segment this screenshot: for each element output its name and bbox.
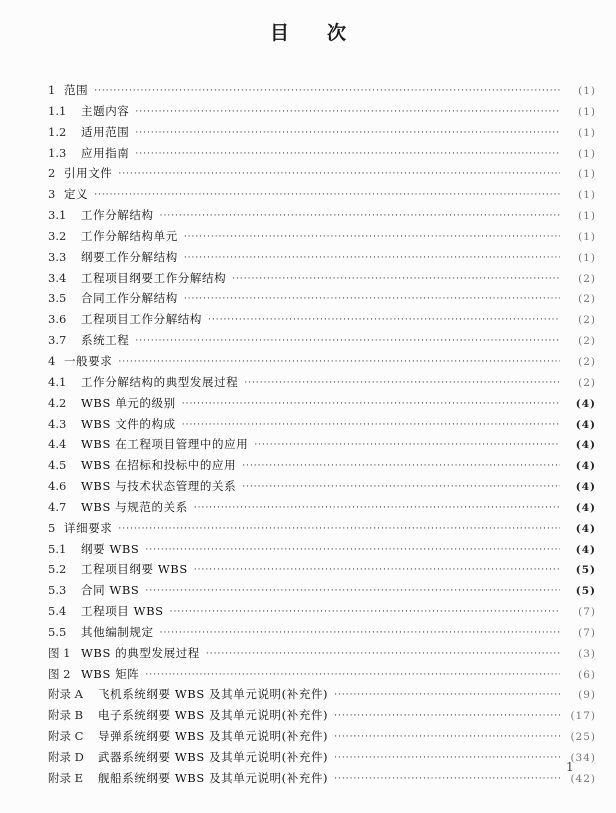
toc-entry-title: 工作分解结构 xyxy=(81,208,154,223)
toc-entry-page: (7) xyxy=(578,606,596,619)
dot-leader xyxy=(334,769,560,790)
toc-entry-title: 合同工作分解结构 xyxy=(81,291,178,306)
dot-leader xyxy=(182,394,560,415)
dot-leader xyxy=(334,706,560,727)
toc-entry-number: 1.2 xyxy=(48,124,67,139)
dot-leader xyxy=(145,540,560,561)
toc-entry-number: 附录 D xyxy=(48,750,84,764)
toc-entry-number: 3.1 xyxy=(48,208,67,223)
toc-entry-title: 电子系统纲要 WBS 及其单元说明(补充件) xyxy=(98,708,329,723)
toc-entry-title: 工程项目纲要工作分解结构 xyxy=(81,270,227,285)
toc-entry-title: WBS 矩阵 xyxy=(81,666,140,681)
dot-leader xyxy=(135,102,560,123)
toc-entry[interactable] xyxy=(48,726,596,747)
toc-entry-title: 纲要工作分解结构 xyxy=(81,249,178,264)
toc-entry-page: (4) xyxy=(575,418,596,431)
toc-entry-number: 5.5 xyxy=(48,624,67,639)
toc-entry-page: (1) xyxy=(578,251,596,264)
dot-leader xyxy=(118,352,560,373)
dot-leader xyxy=(170,602,560,623)
toc-entry-title: WBS 在招标和投标中的应用 xyxy=(81,458,237,473)
toc-entry-page: (9) xyxy=(578,689,596,702)
toc-entry-number: 4.7 xyxy=(48,499,67,514)
dot-leader xyxy=(184,227,560,248)
toc-entry-page: (2) xyxy=(578,272,596,285)
toc-entry[interactable] xyxy=(48,497,596,518)
toc-entry[interactable] xyxy=(48,601,596,622)
toc-entry-page: (5) xyxy=(575,585,596,598)
toc-entry-page: (4) xyxy=(575,439,596,452)
toc-entry-page: (5) xyxy=(575,564,596,577)
toc-entry-page: (1) xyxy=(578,189,596,202)
toc-entry-number: 5.4 xyxy=(48,604,67,619)
dot-leader xyxy=(118,519,560,540)
toc-entry-number: 4.6 xyxy=(48,479,67,494)
page-number: 1 xyxy=(566,760,574,774)
toc-entry[interactable] xyxy=(48,559,596,580)
toc-entry-page: (1) xyxy=(578,210,596,223)
toc-entry-title: 一般要求 xyxy=(64,353,113,368)
toc-entry-title: 其他编制规定 xyxy=(81,624,154,639)
toc-entry[interactable] xyxy=(48,247,596,268)
toc-entry-title: 工程项目工作分解结构 xyxy=(81,312,202,327)
toc-entry-title: 工程项目纲要 WBS xyxy=(81,562,188,577)
toc-entry-title: 纲要 WBS xyxy=(81,541,140,556)
toc-entry[interactable] xyxy=(48,705,596,726)
toc-entry-page: (42) xyxy=(570,772,596,785)
dot-leader xyxy=(242,477,560,498)
toc-entry[interactable] xyxy=(48,351,596,372)
toc-entry[interactable] xyxy=(48,434,596,455)
toc-entry-title: WBS 的典型发展过程 xyxy=(81,645,200,660)
toc-entry[interactable] xyxy=(48,122,596,143)
dot-leader xyxy=(135,331,560,352)
toc-entry[interactable] xyxy=(48,476,596,497)
toc-entry[interactable] xyxy=(48,455,596,476)
toc-entry[interactable] xyxy=(48,184,596,205)
toc-entry-number: 附录 B xyxy=(48,708,84,723)
toc-entry-number: 4 xyxy=(48,353,56,368)
toc-entry-title: 工作分解结构的典型发展过程 xyxy=(81,374,239,389)
dot-leader xyxy=(160,623,560,644)
dot-leader xyxy=(334,685,560,706)
toc-entry-page: (4) xyxy=(575,397,596,410)
toc-entry[interactable] xyxy=(48,414,596,435)
dot-leader xyxy=(135,144,560,165)
toc-entry-number: 图 2 xyxy=(48,666,71,681)
toc-entry[interactable] xyxy=(48,205,596,226)
toc-entry-number: 附录 E xyxy=(48,770,84,785)
toc-entry[interactable] xyxy=(48,664,596,685)
toc-entry[interactable] xyxy=(48,288,596,309)
dot-leader xyxy=(94,81,560,102)
dot-leader xyxy=(145,581,560,602)
toc-entry[interactable] xyxy=(48,684,596,705)
toc-entry-page: (4) xyxy=(575,481,596,494)
toc-entry-number: 3.2 xyxy=(48,228,67,243)
toc-entry-number: 1.1 xyxy=(48,103,67,118)
toc-entry[interactable] xyxy=(48,101,596,122)
toc-entry[interactable] xyxy=(48,372,596,393)
toc-entry[interactable] xyxy=(48,268,596,289)
toc-entry-title: 主题内容 xyxy=(81,103,130,118)
toc-entry-title: 引用文件 xyxy=(64,166,113,181)
toc-entry-page: (1) xyxy=(578,230,596,243)
toc-entry-number: 3.3 xyxy=(48,249,67,264)
toc-entry[interactable] xyxy=(48,643,596,664)
toc-entry-title: 工作分解结构单元 xyxy=(81,228,178,243)
page-title-char-1: 目 xyxy=(269,22,289,44)
toc-entry-number: 5 xyxy=(48,520,56,535)
toc-entry[interactable] xyxy=(48,393,596,414)
toc-entry-title: WBS 在工程项目管理中的应用 xyxy=(81,437,249,452)
toc-entry-page: (4) xyxy=(575,501,596,514)
toc-entry-page: (4) xyxy=(575,522,596,535)
toc-entry-title: WBS 与技术状态管理的关系 xyxy=(81,479,237,494)
toc-entry-number: 5.1 xyxy=(48,541,67,556)
toc-entry-number: 1 xyxy=(48,83,56,97)
toc-entry-page: (4) xyxy=(575,460,596,473)
toc-entry-page: (4) xyxy=(575,543,596,556)
toc-entry-number: 3.6 xyxy=(48,312,67,327)
toc-entry-number: 3.5 xyxy=(48,291,67,306)
toc-entry[interactable] xyxy=(48,309,596,330)
toc-entry-page: (2) xyxy=(578,335,596,348)
toc-entry-title: 适用范围 xyxy=(81,124,130,139)
toc-entry-number: 2 xyxy=(48,166,56,181)
toc-entry-title: 应用指南 xyxy=(81,145,130,160)
toc-entry-number: 3.7 xyxy=(48,333,67,348)
toc-entry-title: 合同 WBS xyxy=(81,583,140,598)
toc-entry-number: 5.2 xyxy=(48,562,67,577)
dot-leader xyxy=(242,456,560,477)
toc-entry-title: 定义 xyxy=(64,187,89,202)
toc-entry-title: 飞机系统纲要 WBS 及其单元说明(补充件) xyxy=(98,687,329,702)
toc-entry[interactable] xyxy=(48,226,596,247)
toc-entry[interactable] xyxy=(48,768,596,789)
dot-leader xyxy=(206,644,560,665)
toc-entry-title: 系统工程 xyxy=(81,333,130,348)
toc-entry-number: 图 1 xyxy=(48,645,71,660)
toc-entry-page: (17) xyxy=(570,710,596,723)
toc-entry-title: WBS 与规范的关系 xyxy=(81,499,188,514)
dot-leader xyxy=(208,310,560,331)
toc-entry-title: 武器系统纲要 WBS 及其单元说明(补充件) xyxy=(98,750,329,764)
toc-entry[interactable] xyxy=(48,163,596,184)
toc-entry-title: 舰船系统纲要 WBS 及其单元说明(补充件) xyxy=(98,770,329,785)
toc-entry-page: (25) xyxy=(570,731,596,744)
dot-leader xyxy=(244,373,560,394)
toc-entry[interactable] xyxy=(48,143,596,164)
dot-leader xyxy=(118,164,560,185)
toc-entry-number: 4.5 xyxy=(48,458,67,473)
toc-entry-number: 附录 A xyxy=(48,687,83,702)
dot-leader xyxy=(182,415,560,436)
toc-entry-page: (1) xyxy=(578,105,596,118)
toc-entry-number: 4.2 xyxy=(48,395,67,410)
toc-entry-number: 5.3 xyxy=(48,583,67,598)
toc-entry[interactable] xyxy=(48,580,596,601)
toc-entry-page: (1) xyxy=(578,147,596,160)
toc-entry-page: (1) xyxy=(578,85,596,97)
toc-entry-title: 导弹系统纲要 WBS 及其单元说明(补充件) xyxy=(98,729,329,744)
toc-entry-number: 4.3 xyxy=(48,416,67,431)
toc-entry-title: WBS 单元的级别 xyxy=(81,395,176,410)
dot-leader xyxy=(184,289,560,310)
toc-entry-page: (1) xyxy=(578,126,596,139)
dot-leader xyxy=(94,185,560,206)
dot-leader xyxy=(194,498,560,519)
toc-entry-page: (2) xyxy=(578,355,596,368)
dot-leader xyxy=(334,727,560,748)
toc-entry-number: 1.3 xyxy=(48,145,67,160)
toc-entry[interactable] xyxy=(48,80,596,101)
toc-entry-title: WBS 文件的构成 xyxy=(81,416,176,431)
toc-entry-number: 3 xyxy=(48,187,56,202)
toc-entry-title: 工程项目 WBS xyxy=(81,604,164,619)
dot-leader xyxy=(135,123,560,144)
dot-leader xyxy=(194,560,560,581)
dot-leader xyxy=(160,206,560,227)
toc-entry[interactable] xyxy=(48,330,596,351)
toc-entry-page: (3) xyxy=(578,647,596,660)
dot-leader xyxy=(334,748,560,769)
toc-entry-number: 附录 C xyxy=(48,729,84,744)
dot-leader xyxy=(184,248,560,269)
toc-entry[interactable] xyxy=(48,622,596,643)
toc-entry-number: 4.4 xyxy=(48,437,67,452)
toc-entry-page: (2) xyxy=(578,376,596,389)
dot-leader xyxy=(145,665,560,686)
toc-entry-page: (2) xyxy=(578,314,596,327)
table-of-contents xyxy=(48,80,596,789)
dot-leader xyxy=(254,435,560,456)
toc-entry[interactable] xyxy=(48,747,596,768)
toc-entry-title: 详细要求 xyxy=(64,520,113,535)
toc-entry[interactable] xyxy=(48,539,596,560)
toc-entry[interactable] xyxy=(48,518,596,539)
page-title-char-2: 次 xyxy=(327,22,347,44)
toc-entry-number: 4.1 xyxy=(48,374,67,389)
toc-entry-page: (2) xyxy=(578,293,596,306)
toc-entry-page: (6) xyxy=(578,668,596,681)
dot-leader xyxy=(232,269,560,290)
toc-entry-page: (34) xyxy=(570,752,596,764)
toc-entry-number: 3.4 xyxy=(48,270,67,285)
toc-entry-page: (7) xyxy=(578,626,596,639)
page-title xyxy=(0,18,616,45)
toc-entry-page: (1) xyxy=(578,168,596,181)
toc-entry-title: 范围 xyxy=(64,83,89,97)
